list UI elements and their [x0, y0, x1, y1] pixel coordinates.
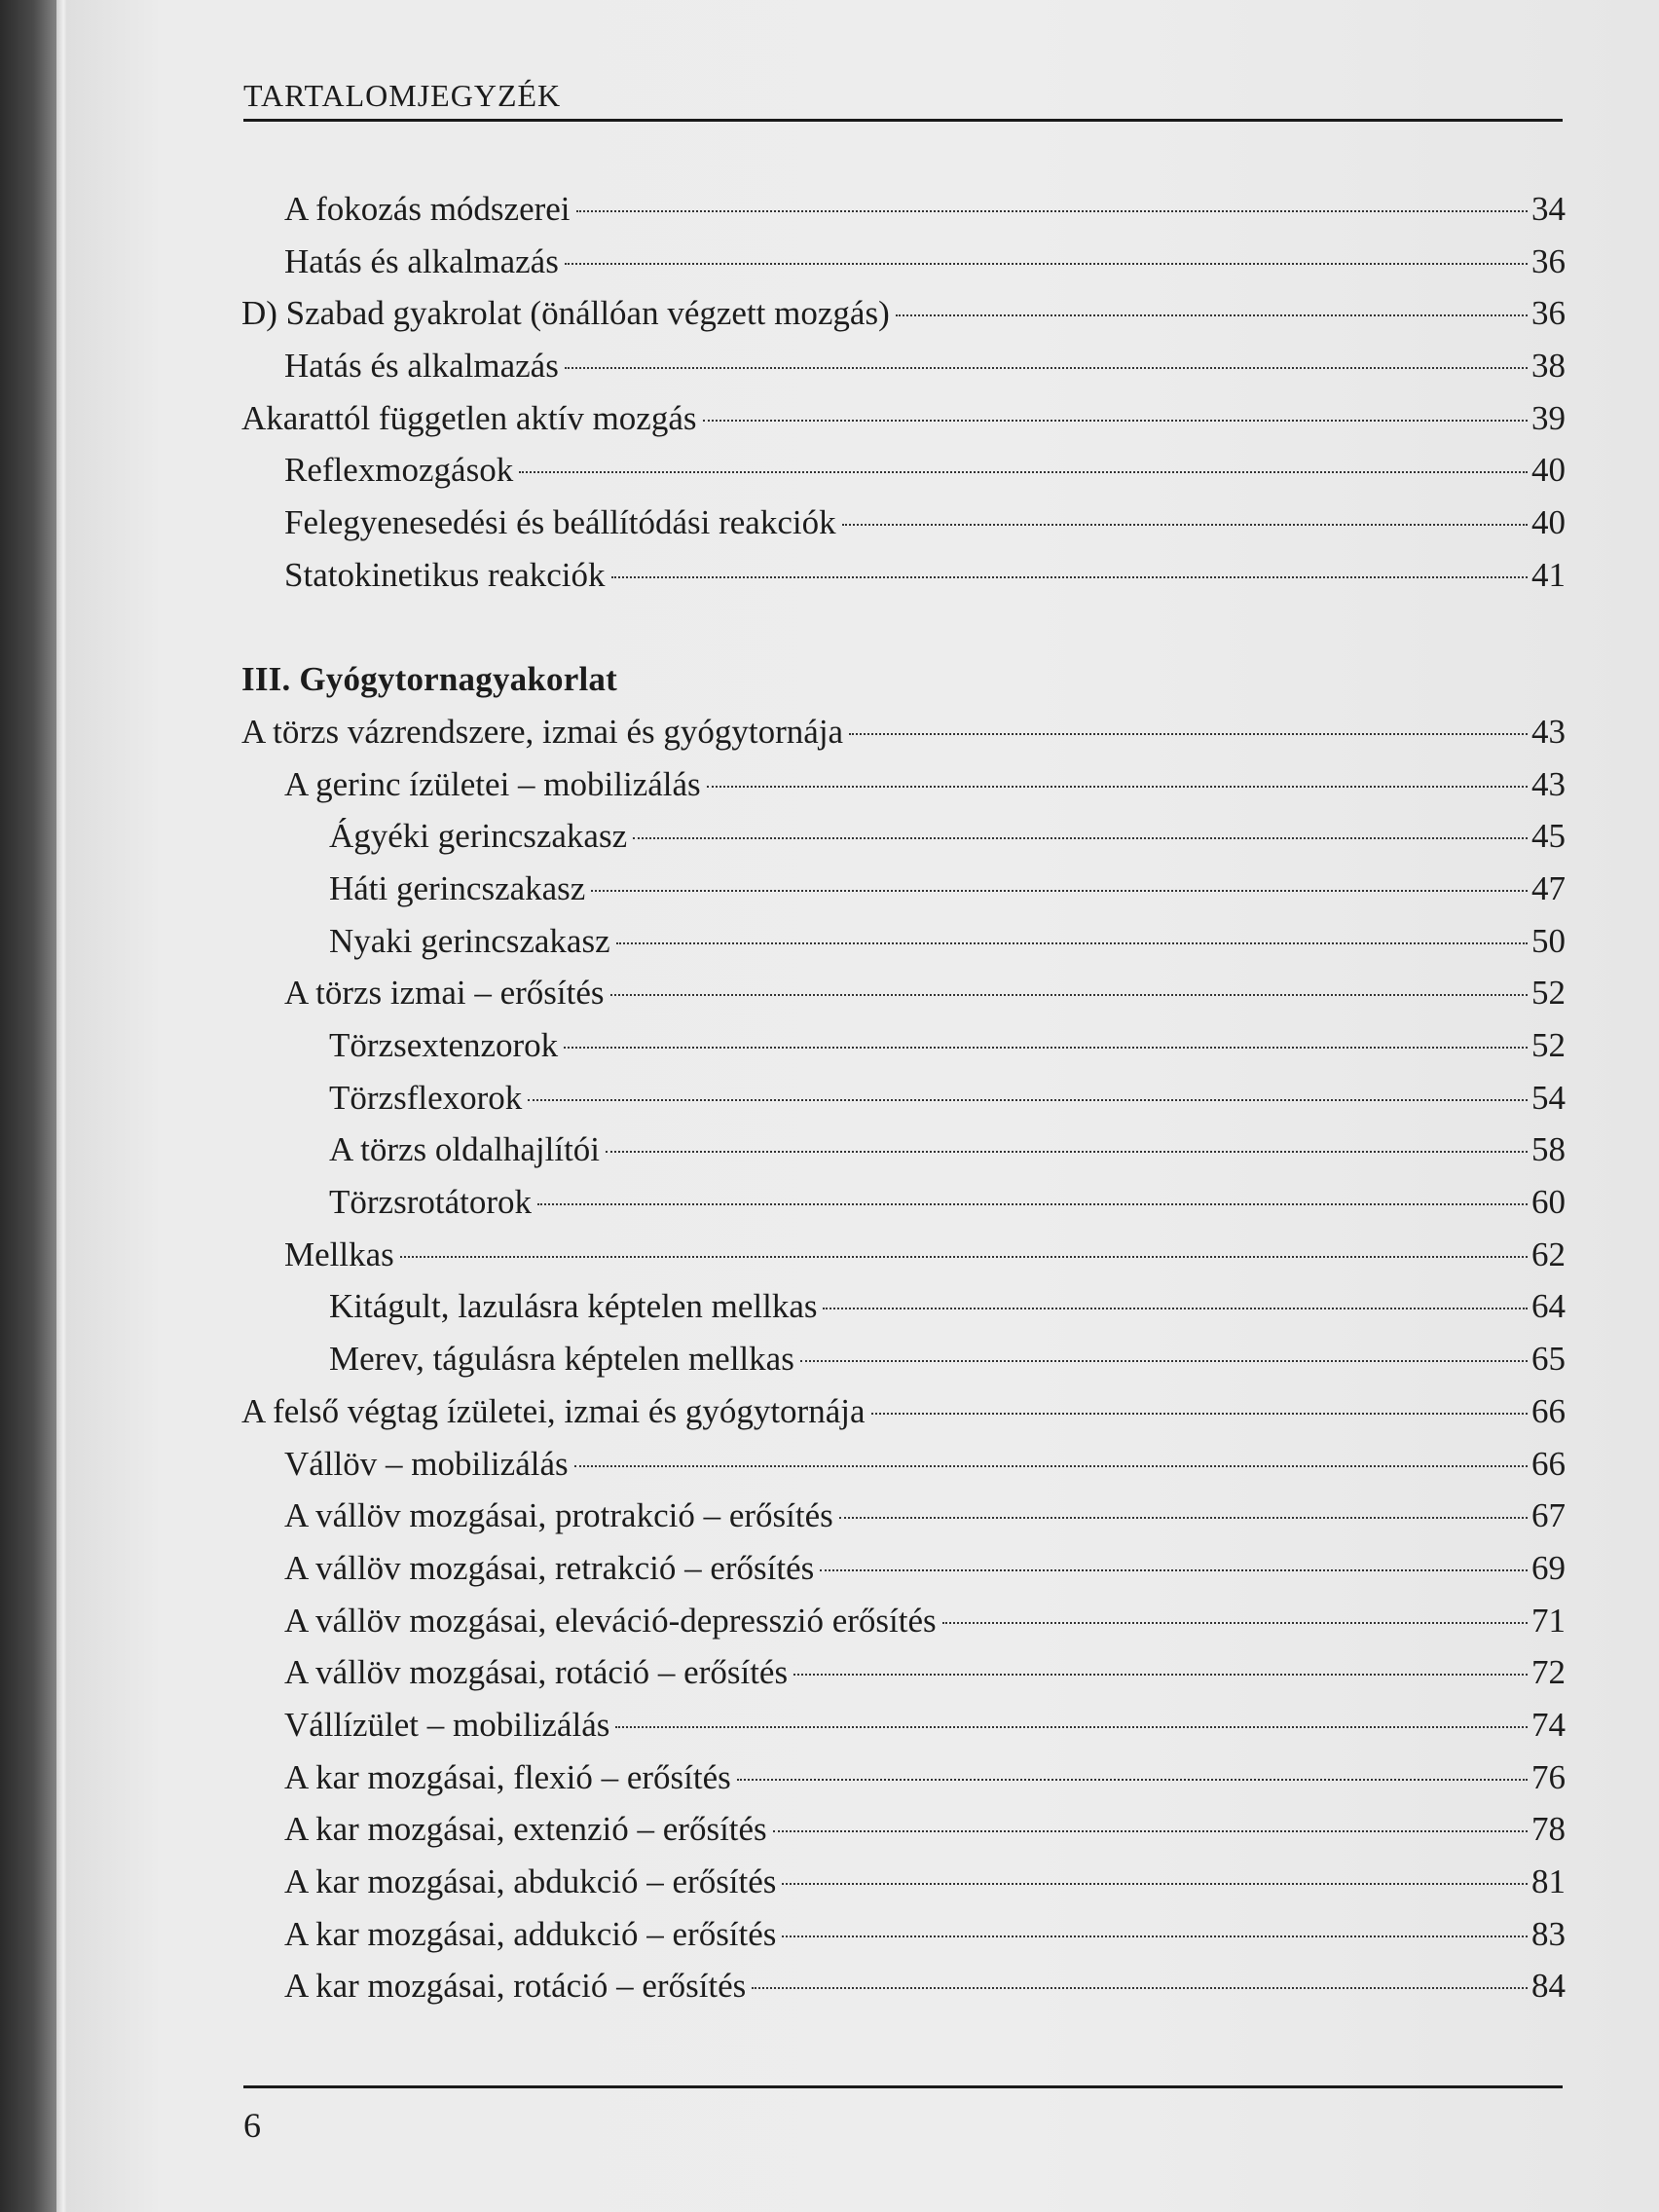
- toc-entry[interactable]: [241, 1019, 1566, 1072]
- toc-entry-page: 66: [1531, 1444, 1566, 1483]
- toc-entry-title: A kar mozgásai, abdukció – erősítés: [284, 1862, 777, 1900]
- dot-leader: [782, 1883, 1528, 1885]
- toc-entry[interactable]: [241, 340, 1566, 392]
- toc-entry-page: 34: [1531, 190, 1566, 228]
- toc-entry-page: 62: [1531, 1235, 1566, 1273]
- toc-entry-page: 84: [1531, 1967, 1566, 2006]
- dot-leader: [782, 1936, 1528, 1937]
- toc-entry-page: 45: [1531, 817, 1566, 856]
- dot-leader: [820, 1569, 1528, 1571]
- toc-entry[interactable]: [241, 1438, 1566, 1491]
- toc-entry[interactable]: [241, 1856, 1566, 1908]
- toc-entry-page: 78: [1531, 1810, 1566, 1849]
- toc-entry[interactable]: [241, 497, 1566, 549]
- dot-leader: [942, 1622, 1528, 1624]
- dot-leader: [564, 1047, 1528, 1049]
- toc-entry-page: 43: [1531, 712, 1566, 751]
- dot-leader: [537, 1203, 1528, 1205]
- dot-leader: [800, 1360, 1528, 1362]
- dot-leader: [610, 994, 1528, 996]
- footer-rule: [243, 2085, 1563, 2088]
- toc-entry[interactable]: [241, 1124, 1566, 1176]
- section-heading: III. Gyógytornagyakorlat: [241, 660, 617, 699]
- dot-leader: [842, 524, 1528, 526]
- toc-entry-page: 40: [1531, 503, 1566, 542]
- toc-entry[interactable]: [241, 1229, 1566, 1281]
- toc-entry-page: 67: [1531, 1496, 1566, 1535]
- toc-entry-title: Ágyéki gerincszakasz: [329, 817, 628, 856]
- dot-leader: [839, 1517, 1528, 1519]
- toc-entry[interactable]: [241, 1385, 1566, 1438]
- dot-leader: [703, 420, 1529, 422]
- toc-entry-page: 52: [1531, 974, 1566, 1013]
- toc-entry-title: A törzs izmai – erősítés: [284, 974, 605, 1013]
- toc-entry[interactable]: [241, 863, 1566, 915]
- toc-entry-title: A felső végtag ízületei, izmai és gyógytornája: [241, 1391, 866, 1430]
- toc-entry-title: Törzsextenzorok: [329, 1026, 559, 1064]
- dot-leader: [576, 210, 1528, 212]
- toc-entry-page: 39: [1531, 398, 1566, 437]
- dot-leader: [633, 837, 1528, 839]
- toc-entry-page: 74: [1531, 1705, 1566, 1744]
- toc-entry-page: 83: [1531, 1914, 1566, 1953]
- toc-group-before: [241, 183, 1566, 602]
- toc-entry-title: Hatás és alkalmazás: [284, 241, 559, 280]
- toc-entry-title: Törzsrotátorok: [329, 1183, 532, 1222]
- toc-entry[interactable]: [241, 1646, 1566, 1699]
- dot-leader: [615, 1726, 1528, 1728]
- dot-leader: [896, 314, 1528, 316]
- toc-entry-page: 71: [1531, 1601, 1566, 1640]
- toc-entry-title: A gerinc ízületei – mobilizálás: [284, 764, 701, 803]
- toc-entry-page: 69: [1531, 1548, 1566, 1587]
- toc-entry[interactable]: [241, 1542, 1566, 1595]
- toc-entry-page: 81: [1531, 1862, 1566, 1900]
- toc-entry-page: 60: [1531, 1183, 1566, 1222]
- toc-entry-title: Felegyenesedési és beállítódási reakciók: [284, 503, 836, 542]
- dot-leader: [793, 1674, 1528, 1676]
- dot-leader: [519, 471, 1528, 473]
- toc-entry-title: Vállöv – mobilizálás: [284, 1444, 569, 1483]
- running-header: TARTALOMJEGYZÉK: [243, 78, 562, 113]
- toc-entry[interactable]: [241, 1699, 1566, 1751]
- dot-leader: [565, 263, 1528, 265]
- toc-entry[interactable]: [241, 1908, 1566, 1961]
- toc-entry-page: 43: [1531, 764, 1566, 803]
- toc-entry-title: A törzs vázrendszere, izmai és gyógytornája: [241, 712, 844, 751]
- dot-leader: [616, 942, 1528, 944]
- toc-entry-title: A vállöv mozgásai, protrakció – erősítés: [284, 1496, 833, 1535]
- toc-entry[interactable]: [241, 810, 1566, 863]
- toc-entry-page: 64: [1531, 1287, 1566, 1326]
- toc-entry[interactable]: [241, 444, 1566, 497]
- toc-entry[interactable]: [241, 915, 1566, 968]
- dot-leader: [565, 367, 1528, 369]
- toc-entry-title: Kitágult, lazulásra képtelen mellkas: [329, 1287, 818, 1326]
- dot-leader: [606, 1151, 1528, 1153]
- toc-entry-page: 50: [1531, 921, 1566, 960]
- toc-entry[interactable]: [241, 287, 1566, 340]
- toc-entry[interactable]: [241, 1490, 1566, 1542]
- toc-entry-title: Mellkas: [284, 1235, 394, 1273]
- toc-entry-title: A kar mozgásai, addukció – erősítés: [284, 1914, 777, 1953]
- toc-group-after: [241, 706, 1566, 2012]
- toc-entry-page: 58: [1531, 1130, 1566, 1169]
- toc-entry-title: A kar mozgásai, flexió – erősítés: [284, 1757, 731, 1796]
- dot-leader: [400, 1256, 1528, 1258]
- toc-entry-page: 36: [1531, 294, 1566, 333]
- toc-entry[interactable]: [241, 1751, 1566, 1804]
- toc-entry-title: A fokozás módszerei: [284, 190, 571, 228]
- toc-entry-page: 47: [1531, 868, 1566, 907]
- dot-leader: [737, 1779, 1528, 1781]
- toc-entry-page: 41: [1531, 555, 1566, 594]
- toc-entry-title: A kar mozgásai, extenzió – erősítés: [284, 1810, 767, 1849]
- dot-leader: [849, 733, 1528, 735]
- toc-entry-title: A vállöv mozgásai, eleváció-depresszió erősítés: [284, 1601, 937, 1640]
- toc-entry-title: Törzsflexorok: [329, 1078, 523, 1117]
- dot-leader: [611, 576, 1528, 578]
- toc-entry-page: 38: [1531, 347, 1566, 386]
- toc-entry-page: 72: [1531, 1653, 1566, 1692]
- toc-entry-title: A vállöv mozgásai, retrakció – erősítés: [284, 1548, 815, 1587]
- toc-entry-page: 76: [1531, 1757, 1566, 1796]
- toc-entry-title: A törzs oldalhajlítói: [329, 1130, 601, 1169]
- toc-entry[interactable]: [241, 1280, 1566, 1333]
- toc-entry[interactable]: [241, 706, 1566, 758]
- toc-entry-title: Merev, tágulásra képtelen mellkas: [329, 1340, 794, 1379]
- toc-entry-title: Nyaki gerincszakasz: [329, 921, 610, 960]
- toc-entry[interactable]: [241, 758, 1566, 811]
- header-rule: [243, 119, 1563, 122]
- toc-entry-title: Reflexmozgások: [284, 451, 514, 490]
- toc-entry-page: 52: [1531, 1026, 1566, 1064]
- toc-entry-page: 40: [1531, 451, 1566, 490]
- toc-entry-page: 65: [1531, 1340, 1566, 1379]
- toc-entry-title: Háti gerincszakasz: [329, 868, 586, 907]
- table-of-contents: [241, 183, 1566, 2012]
- toc-entry[interactable]: [241, 1595, 1566, 1647]
- toc-entry-page: 36: [1531, 241, 1566, 280]
- toc-entry[interactable]: [241, 1960, 1566, 2012]
- toc-entry-title: Akarattól független aktív mozgás: [241, 398, 697, 437]
- toc-entry[interactable]: [241, 1803, 1566, 1856]
- toc-entry[interactable]: [241, 1176, 1566, 1229]
- toc-entry[interactable]: [241, 236, 1566, 288]
- dot-leader: [823, 1308, 1528, 1309]
- toc-entry[interactable]: [241, 183, 1566, 236]
- dot-leader: [752, 1987, 1528, 1989]
- page-number: 6: [243, 2106, 261, 2145]
- toc-entry[interactable]: [241, 549, 1566, 602]
- toc-entry-title: A kar mozgásai, rotáció – erősítés: [284, 1967, 747, 2006]
- dot-leader: [591, 890, 1528, 892]
- toc-entry-page: 54: [1531, 1078, 1566, 1117]
- dot-leader: [707, 786, 1528, 788]
- dot-leader: [773, 1830, 1528, 1832]
- toc-entry-title: Statokinetikus reakciók: [284, 555, 606, 594]
- toc-entry-title: D) Szabad gyakrolat (önállóan végzett mozgás): [241, 294, 890, 333]
- toc-entry-page: 66: [1531, 1391, 1566, 1430]
- toc-entry[interactable]: [241, 1333, 1566, 1385]
- toc-entry[interactable]: [241, 392, 1566, 445]
- toc-entry[interactable]: [241, 1072, 1566, 1124]
- dot-leader: [574, 1465, 1528, 1467]
- dot-leader: [528, 1099, 1528, 1101]
- book-spine: [0, 0, 60, 2212]
- toc-entry-title: Hatás és alkalmazás: [284, 347, 559, 386]
- toc-entry-title: Vállízület – mobilizálás: [284, 1705, 610, 1744]
- dot-leader: [871, 1413, 1529, 1415]
- toc-entry[interactable]: [241, 967, 1566, 1019]
- toc-entry-title: A vállöv mozgásai, rotáció – erősítés: [284, 1653, 789, 1692]
